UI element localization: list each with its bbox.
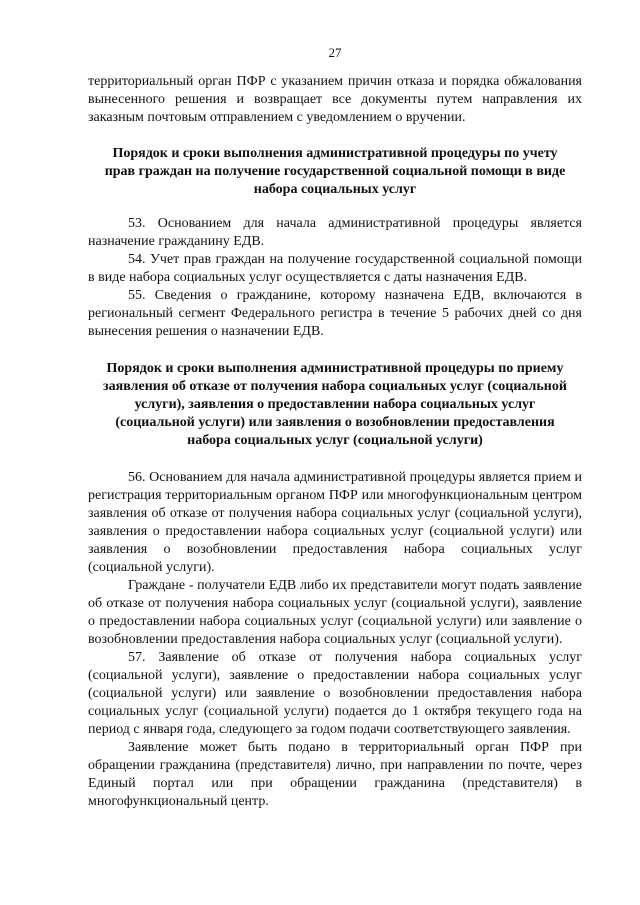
heading-2-line: Порядок и сроки выполнения административной процедуры по приему (106, 361, 564, 376)
paragraph-56: 56. Основанием для начала административной процедуры является прием и регистрация территориальным органом ПФР или многофункциональным центром заявления об отказе от получения набора социальных услуг (социальной услуги), заявления о предоставлении набора социальных услуг (социальной услуги) или заявления о возобновлении предоставления набора социальных услуг (социальной услуги). (88, 470, 582, 575)
heading-2-line: (социальной услуги) или заявления о возобновлении предоставления (115, 415, 555, 430)
page-number: 27 (328, 45, 342, 60)
paragraph-53: 53. Основанием для начала административной процедуры является назначение гражданину ЕДВ. (88, 216, 582, 249)
document-page (88, 44, 582, 811)
section-2-body (88, 469, 582, 811)
heading-1-line: прав граждан на получение государственной социальной помощи в виде (104, 164, 566, 179)
heading-2-line: услуги), заявления о предоставлении набора социальных услуг (134, 397, 536, 412)
paragraph-55: 55. Сведения о гражданине, которому назначена ЕДВ, включаются в региональный сегмент Федерального регистра в течение 5 рабочих дней со дня вынесения решения о назначении ЕДВ. (88, 288, 582, 339)
paragraph-applicants: Граждане - получатели ЕДВ либо их представители могут подать заявление об отказе от получения набора социальных услуг (социальной услуги), заявление о предоставлении набора социальных услуг (социальной услуги) или заявление о возобновлении предоставления набора социальных услуг (социальной услуги). (88, 578, 582, 647)
heading-2-line: набора социальных услуг (социальной услуги) (187, 433, 483, 448)
section-1-body (88, 215, 582, 341)
heading-1-line: Порядок и сроки выполнения административной процедуры по учету (112, 146, 558, 161)
heading-1-line: набора социальных услуг (253, 182, 417, 197)
paragraph-57: 57. Заявление об отказе от получения набора социальных услуг (социальной услуги), заявление о предоставлении набора социальных услуг (социальной услуги) или заявление о возобновлении предоставления набора социальных услуг (социальной услуги) подается до 1 октября текущего года на период с января года, следующего за годом подачи соответствующего заявления. (88, 650, 582, 737)
paragraph-submission: Заявление может быть подано в территориальный орган ПФР при обращении гражданина (представителя) лично, при направлении по почте, через Единый портал или при обращении гражданина (представителя) в многофункциональный центр. (88, 740, 582, 809)
section-heading-1 (88, 145, 582, 199)
intro-paragraph: территориальный орган ПФР с указанием причин отказа и порядка обжалования вынесенного решения и возвращает все документы путем направления их заказным почтовым отправлением с уведомлением о вручении. (88, 74, 582, 125)
section-heading-2 (88, 360, 582, 450)
paragraph-54: 54. Учет прав граждан на получение государственной социальной помощи в виде набора социальных услуг осуществляется с даты назначения ЕДВ. (88, 252, 582, 285)
heading-2-line: заявления об отказе от получения набора социальных услуг (социальной (103, 379, 567, 394)
